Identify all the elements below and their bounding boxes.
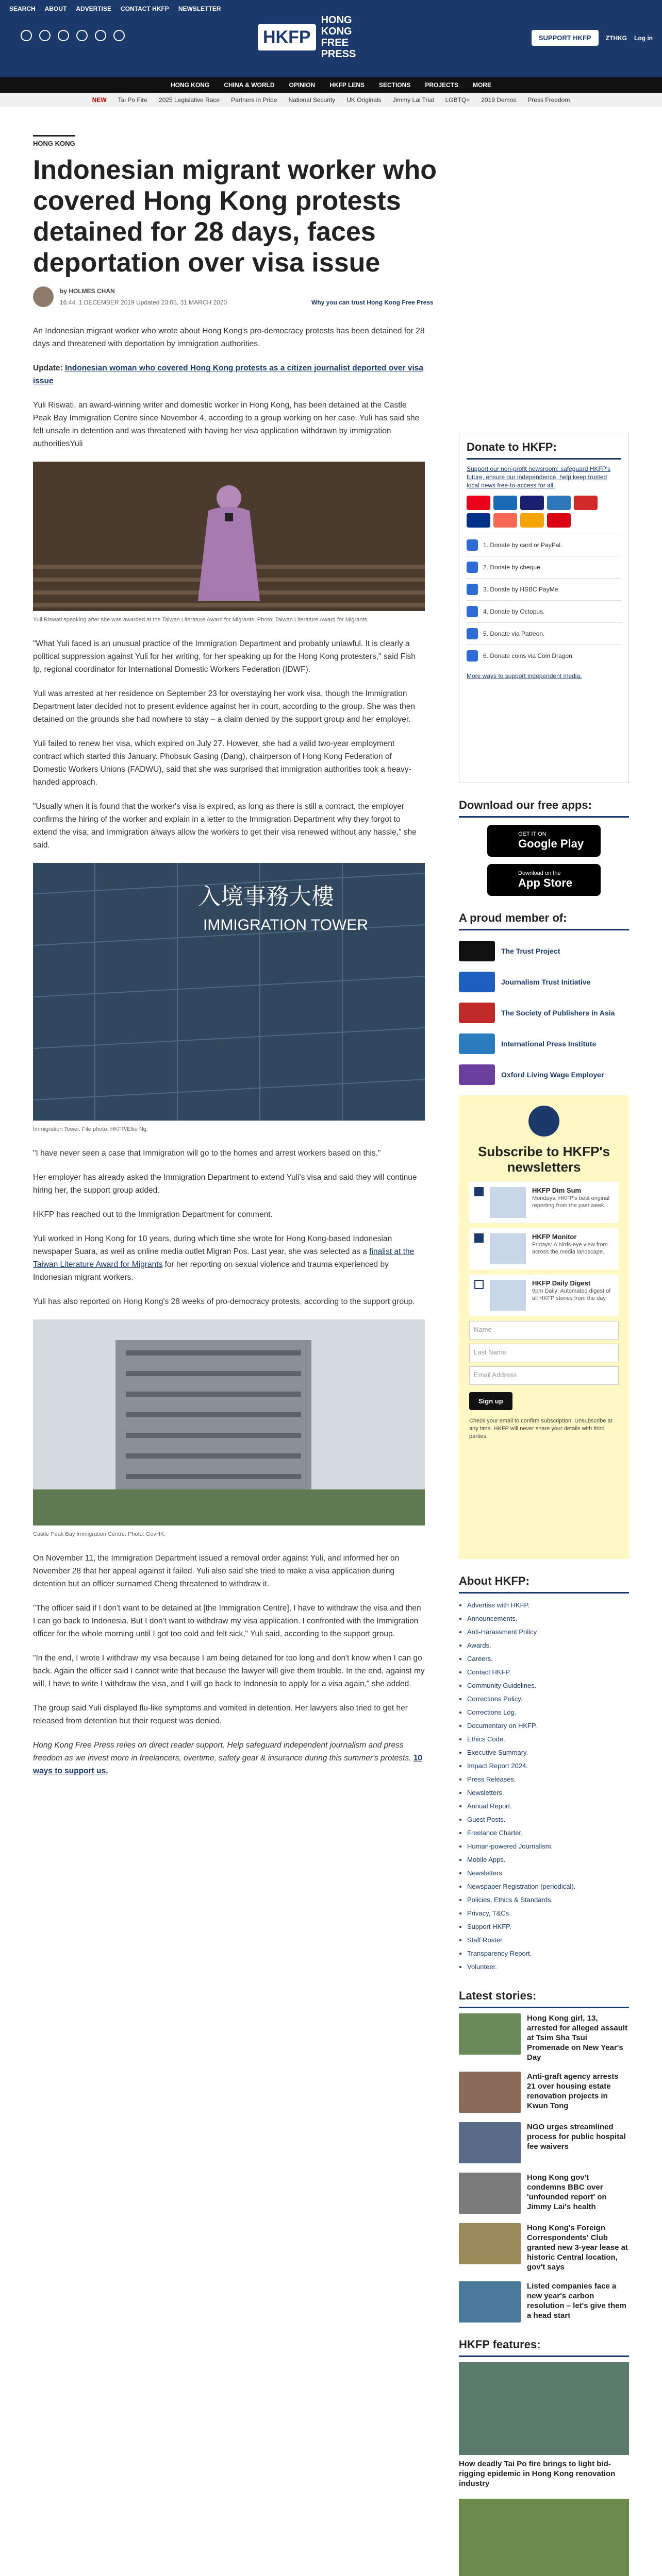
story-headline: Anti-graft agency arrests 21 over housing estate renovation projects in Kwun Tong xyxy=(527,2072,619,2110)
octopus-icon xyxy=(520,513,544,528)
nav-china-world[interactable]: CHINA & WORLD xyxy=(224,81,275,89)
partner-sopa[interactable] xyxy=(459,1003,629,1023)
newsletter-name: HKFP Daily Digest xyxy=(532,1279,591,1287)
trending-item[interactable]: 2025 Legislative Race xyxy=(159,96,220,104)
card-icon xyxy=(467,539,478,551)
payme-icon xyxy=(547,513,571,528)
trending-item[interactable]: 2019 Demos xyxy=(481,96,517,104)
trending-new-label: NEW xyxy=(92,96,107,104)
google-play-button[interactable] xyxy=(487,825,601,857)
about-item[interactable]: • Documentary on HKFP. xyxy=(467,1719,629,1733)
newsletter-option[interactable] xyxy=(469,1182,619,1223)
partner-label: The Society of Publishers in Asia xyxy=(501,1009,615,1017)
youtube-icon[interactable] xyxy=(76,30,88,41)
newsletter-option[interactable] xyxy=(469,1275,619,1316)
trending-item[interactable]: National Security xyxy=(288,96,336,104)
about-item[interactable]: • Privacy, T&Cs. xyxy=(467,1907,629,1920)
story-headline: Hong Kong girl, 13, arrested for alleged assault at Tsim Sha Tsui Promenade on New Year's Day xyxy=(527,2014,628,2062)
donate-title: Donate to HKFP: xyxy=(467,440,621,460)
about-item[interactable]: • Newspaper Registration (periodical). xyxy=(467,1880,629,1893)
update-prefix: Update: xyxy=(33,364,65,372)
paragraph: Yuli has also reported on Hong Kong's 28 weeks of pro-democracy protests, according to the support group. xyxy=(33,1297,415,1306)
paragraph: On November 11, the Immigration Department issued a removal order against Yuli, and informed her on November 28 that her appeal against it failed. Yuli also said she tried to make a visa application during detention but an officer surnamed Cheng threatened to withdraw it. xyxy=(33,1554,400,1588)
paragraph: Yuli Riswati, an award-winning writer and domestic worker in Hong Kong, has been detained at the Castle Peak Bay Immigration Centre since November 4, according to a group working on her case. Yuli has said she felt unsafe in detention and was threatened with having her visa application withdrawn by immigration authoritiesYuli xyxy=(33,401,420,448)
story-thumb xyxy=(459,2122,521,2163)
pay-option-label: 3. Donate by HSBC PayMe. xyxy=(483,586,560,593)
story-thumb xyxy=(459,2013,521,2055)
login-link[interactable]: Log in xyxy=(634,34,653,42)
nav-hkfp-lens[interactable]: HKFP LENS xyxy=(329,81,365,89)
more-ways xyxy=(467,672,621,680)
facebook-icon[interactable] xyxy=(21,30,32,41)
latest-story[interactable] xyxy=(459,2072,629,2113)
cheque-icon xyxy=(467,562,478,573)
trending-item[interactable]: Tai Po Fire xyxy=(118,96,148,104)
more-ways-link[interactable]: More ways to support independent media. xyxy=(467,672,582,680)
appstore-small: Download on the xyxy=(518,870,561,876)
about-item[interactable]: • Freelance Charter. xyxy=(467,1826,629,1840)
donate-link[interactable]: Support our non-profit newsroom: safeguard HKFP's future, ensure our independence, help keep trusted local news free-to-access for all. xyxy=(467,465,611,489)
app-store-button[interactable] xyxy=(487,864,601,896)
photo-caption: Castle Peak Bay Immigration Centre. Photo: GovHK. xyxy=(33,1531,166,1537)
newsletter-desc: Fridays: A birds-eye view from across the media landscape. xyxy=(532,1242,608,1255)
header-actions xyxy=(532,30,653,46)
nav-hong-kong[interactable]: HONG KONG xyxy=(170,81,210,89)
latest-story[interactable] xyxy=(459,2281,629,2323)
feature-thumb xyxy=(459,2499,629,2576)
about-item[interactable]: • Community Guidelines. xyxy=(467,1679,629,1692)
support-hkfp-button[interactable]: SUPPORT HKFP xyxy=(532,30,599,46)
main-nav xyxy=(0,77,662,93)
partner-label: The Trust Project xyxy=(501,947,560,955)
last-name-field[interactable]: Last Name xyxy=(469,1344,619,1362)
about-item[interactable]: • Announcements. xyxy=(467,1612,629,1625)
living-wage-logo xyxy=(459,1064,495,1085)
threads-icon[interactable] xyxy=(95,30,106,41)
about-item[interactable]: • Impact Report 2024. xyxy=(467,1759,629,1773)
newsletter-thumb xyxy=(490,1187,526,1218)
octopus-icon xyxy=(467,606,478,617)
byline xyxy=(33,283,487,319)
story-headline: Listed companies face a new year's carbon resolution – let's give them a head start xyxy=(527,2282,626,2320)
about-item[interactable]: • Corrections Log. xyxy=(467,1706,629,1719)
trending-item[interactable]: LGBTQ+ xyxy=(445,96,470,104)
linkedin-icon[interactable] xyxy=(113,30,125,41)
newsletter-text xyxy=(532,1233,614,1264)
pay-option[interactable] xyxy=(467,622,621,645)
author-name[interactable]: by HOLMES CHAN xyxy=(60,287,115,295)
checkbox-checked[interactable] xyxy=(474,1187,484,1196)
donate-box xyxy=(459,433,629,783)
paragraph: An Indonesian migrant worker who wrote about Hong Kong's pro-democracy protests has been detained for 28 days and threatened with deportation by immigration authorities. xyxy=(33,327,425,348)
mastercard-icon xyxy=(467,496,490,510)
payment-options xyxy=(467,534,621,667)
about-title: About HKFP: xyxy=(459,1574,629,1594)
newsletter-text xyxy=(532,1280,614,1311)
pay-option[interactable] xyxy=(467,600,621,622)
features-section xyxy=(459,2338,629,2576)
jti-logo xyxy=(459,972,495,992)
latest-story[interactable] xyxy=(459,2223,629,2272)
partner-label: Oxford Living Wage Employer xyxy=(501,1071,604,1079)
about-item[interactable]: • Anti-Harassment Policy. xyxy=(467,1625,629,1639)
paragraph: The group said Yuli displayed flu-like symptoms and vomited in detention. Her lawyers also tried to get her released from detention but their request was denied. xyxy=(33,1704,408,1725)
nav-sections[interactable]: SECTIONS xyxy=(379,81,411,89)
latest-title: Latest stories: xyxy=(459,1989,629,2008)
apps-title: Download our free apps: xyxy=(459,799,629,818)
about-item[interactable]: • Advertise with HKFP. xyxy=(467,1599,629,1612)
paragraph: "Usually when it is found that the worker's visa is expired, as long as there is still a contract, the employer confirms the hiring of the worker and explain in a letter to the Immigration Department why they forgot to extend the visa, and Immigration always allow the workers to get their visa renewed without any hassle," she said. xyxy=(33,802,417,850)
about-item[interactable]: • Guest Posts. xyxy=(467,1813,629,1826)
pay-option[interactable] xyxy=(467,578,621,600)
section-label[interactable]: HONG KONG xyxy=(33,135,75,147)
about-section xyxy=(459,1574,629,1974)
about-item[interactable]: • Staff Roster. xyxy=(467,1934,629,1947)
paragraph: Her employer has already asked the Immigration Department to extend Yuli's visa and said they will continue hiring her, the support group added. xyxy=(33,1173,417,1195)
text: Yuli worked in Hong Kong for 10 years, during which time she wrote for Hong Kong-based Indonesian newspaper Suara, as well as online media outlet Migran Pos. Last year, she was selected as a xyxy=(33,1234,392,1256)
newsletter-name: HKFP Monitor xyxy=(532,1233,577,1241)
story-thumb xyxy=(459,2072,521,2113)
pay-option-label: 2. Donate by cheque. xyxy=(483,564,542,571)
gplay-small: GET IT ON xyxy=(518,831,547,837)
story-headline: Hong Kong's Foreign Correspondents' Club granted new 3-year lease at historic Central location, gov't says xyxy=(527,2224,628,2272)
site-logo[interactable] xyxy=(258,14,378,60)
author-avatar xyxy=(33,286,54,307)
about-item[interactable]: • Awards. xyxy=(467,1639,629,1652)
header-link-newsletter[interactable]: NEWSLETTER xyxy=(178,5,221,12)
first-name-field[interactable]: Name xyxy=(469,1321,619,1340)
checkbox-unchecked[interactable] xyxy=(474,1280,484,1289)
paragraph: "The officer said if I don't want to be detained at [the Immigration Centre], I have to withdraw the visa and then I can go back to Indonesia. But I don't want to withdraw my visa application. I confronted with the Immigration officer for the whole morning until I got too cold and felt sick," Yuli said, according to the support group. xyxy=(33,1604,421,1638)
payme-icon xyxy=(467,584,478,595)
pay-option-label: 6. Donate coins via Coin Dragon. xyxy=(483,652,574,659)
closing-text: Hong Kong Free Press relies on direct reader support. Help safeguard independent journalism and press freedom as we invest more in freelancers, overtime, safety gear & insurance during this summer's protests. xyxy=(33,1741,411,1762)
newsletter-title: Subscribe to HKFP's newsletters xyxy=(477,1144,610,1175)
story-thumb xyxy=(459,2173,521,2214)
update-note xyxy=(33,362,425,387)
story-thumb xyxy=(459,2223,521,2264)
pay-option-label: 1. Donate by card or PayPal. xyxy=(483,541,562,549)
paragraph: Yuli failed to renew her visa, which expired on July 27. However, she had a valid two-year employment contract which started this January. Phobsuk Gasing (Dang), chairperson of Hong Kong Federation of Domestic Workers Unions (FADWU), said that she was surprised that immigration authorities took a heavy-handed approach. xyxy=(33,739,411,787)
pay-option-label: 5. Donate via Patreon. xyxy=(483,630,545,637)
about-item[interactable]: • Careers. xyxy=(467,1652,629,1666)
pay-option-label: 4. Donate by Octopus. xyxy=(483,608,545,615)
instagram-icon[interactable] xyxy=(58,30,69,41)
about-item[interactable]: • Annual Report. xyxy=(467,1800,629,1813)
photo-caption: Yuli Riswati speaking after she was awarded at the Taiwan Literature Award for Migrants. Photo: Taiwan Literature Award for Migrants. xyxy=(33,617,369,623)
header-link-contact[interactable]: CONTACT HKFP xyxy=(121,5,169,12)
nav-projects[interactable]: PROJECTS xyxy=(425,81,459,89)
subscribe-note: Check your email to confirm subscription. Unsubscribe at any time. HKFP will never share your details with third parties. xyxy=(469,1418,613,1439)
paragraph: "I have never seen a case that Immigration will go to the homes and arrest workers based on this." xyxy=(33,1149,381,1158)
header-link-advertise[interactable]: ADVERTISE xyxy=(76,5,112,12)
tower-illustration xyxy=(33,863,425,1121)
trust-link[interactable]: Why you can trust Hong Kong Free Press xyxy=(311,299,434,306)
nav-opinion[interactable]: OPINION xyxy=(289,81,316,89)
trending-bar xyxy=(0,93,662,107)
partner-jti[interactable] xyxy=(459,972,629,992)
tower-sign-english: IMMIGRATION TOWER xyxy=(203,917,368,934)
features-title: HKFP features: xyxy=(459,2338,629,2357)
latest-story[interactable] xyxy=(459,2122,629,2163)
latest-story[interactable] xyxy=(459,2173,629,2214)
header-links xyxy=(9,5,221,12)
members-title: A proud member of: xyxy=(459,911,629,930)
logo-abbr: HKFP xyxy=(258,24,316,50)
pay-option[interactable] xyxy=(467,556,621,578)
feature-thumb xyxy=(459,2362,629,2455)
apps-section xyxy=(459,799,629,896)
trending-item[interactable]: Jimmy Lai Trial xyxy=(392,96,434,104)
article-title: Indonesian migrant worker who covered Hong Kong protests detained for 28 days, faces deportation over visa issue xyxy=(33,155,437,278)
newsletter-text xyxy=(532,1187,614,1218)
logo-text: HONG KONG FREE PRESS xyxy=(321,14,356,60)
about-item[interactable]: • Mobile Apps. xyxy=(467,1853,629,1867)
tower-sign-chinese: 入境事務大樓 xyxy=(198,884,334,910)
about-item[interactable]: • Human-powered Journalism. xyxy=(467,1840,629,1853)
patreon-icon xyxy=(467,628,478,639)
newsletter-desc: 9pm Daily: Automated digest of all HKFP stories from the day. xyxy=(532,1288,611,1301)
paragraph xyxy=(33,1232,425,1284)
stage-illustration xyxy=(33,462,425,611)
members-section xyxy=(459,911,629,1085)
coin-icon xyxy=(467,650,478,662)
newsletter-thumb xyxy=(490,1233,526,1264)
newsletter-name: HKFP Dim Sum xyxy=(532,1187,582,1194)
newsletter-desc: Mondays: HKFP's best original reporting from the past week. xyxy=(532,1195,610,1209)
header-link-search[interactable]: SEARCH xyxy=(9,5,36,12)
about-item[interactable]: • Newsletters. xyxy=(467,1786,629,1800)
support-link[interactable]: 10 ways to support us. xyxy=(33,1754,423,1775)
donate-text xyxy=(467,465,621,489)
about-item[interactable]: • Corrections Policy. xyxy=(467,1692,629,1706)
pay-option[interactable] xyxy=(467,534,621,556)
text: for her reporting on sexual violence and trauma experienced by Indonesian migrant workers. xyxy=(33,1260,389,1282)
patreon-icon xyxy=(493,513,517,528)
publish-dates: 16:44, 1 DECEMBER 2019 Updated 23:05, 31 MARCH 2020 xyxy=(60,299,227,306)
language-switch[interactable]: ZTHKG xyxy=(605,34,627,42)
checkbox-checked[interactable] xyxy=(474,1233,484,1243)
photo-caption: Immigration Tower. File photo: HKFP/Ellie Ng. xyxy=(33,1126,148,1132)
trending-item[interactable]: Press Freedom xyxy=(527,96,570,104)
paragraph: HKFP has reached out to the Immigration Department for comment. xyxy=(33,1210,273,1219)
site-header xyxy=(0,0,662,77)
about-item[interactable]: • Newsletters. xyxy=(467,1867,629,1880)
photo-castle-peak-bay xyxy=(33,1319,425,1526)
trending-item[interactable]: Partners in Pride xyxy=(231,96,277,104)
story-headline: NGO urges streamlined process for public hospital fee waivers xyxy=(527,2123,626,2151)
partner-living-wage[interactable] xyxy=(459,1064,629,1085)
visa-icon xyxy=(520,496,544,510)
partner-label: Journalism Trust Initiative xyxy=(501,978,591,986)
payment-icons xyxy=(467,496,621,528)
email-field[interactable]: Email Address xyxy=(469,1366,619,1385)
header-link-about[interactable]: ABOUT xyxy=(44,5,67,12)
latest-section xyxy=(459,1989,629,2323)
about-item[interactable]: • Volunteer. xyxy=(467,1960,629,1974)
jcb-icon xyxy=(493,496,517,510)
pay-option[interactable] xyxy=(467,645,621,667)
about-item[interactable]: • Transparency Report. xyxy=(467,1947,629,1960)
paragraph: "In the end, I wrote I withdraw my visa because I am being detained for too long and don't know when I can go back. Again the officer said I cannot write that because the lawyer will give them trouble. In the end, against my will, I have to write I withdraw the visa, and I will go back to Indonesia to apply for a visa again," she added. xyxy=(33,1654,425,1688)
paragraph: "What Yuli faced is an unusual practice of the Immigration Department and probably unlawful. It is clearly a political suppression against Yuli for her writing, for her speaking up for the Hong Kong protesters," said Fish Ip, regional coordinator for International Domestic Workers Federation (IDWF). xyxy=(33,639,416,674)
about-item[interactable]: • Press Releases. xyxy=(467,1773,629,1786)
paragraph: Yuli was arrested at her residence on September 23 for overstaying her work visa, though the Immigration Department later decided not to present evidence against her in court, according to the group. She was then detained on the grounds she had nowhere to stay – a claim denied by the support group and her employer. xyxy=(33,689,416,724)
newsletter-option[interactable] xyxy=(469,1228,619,1269)
about-list xyxy=(459,1599,629,1974)
about-item[interactable]: • Ethics Code. xyxy=(467,1733,629,1746)
trending-item[interactable]: UK Originals xyxy=(346,96,382,104)
newsletter-thumb xyxy=(490,1280,526,1311)
about-item[interactable]: • Policies, Ethics & Standards. xyxy=(467,1893,629,1907)
nav-more[interactable]: MORE xyxy=(473,81,492,89)
feature-story[interactable] xyxy=(459,2499,629,2576)
unionpay-icon xyxy=(574,496,598,510)
inline-link[interactable]: finalist at the Taiwan Literature Award for Migrants xyxy=(33,1247,415,1269)
newsletter-box xyxy=(459,1095,629,1559)
trust-project-logo xyxy=(459,941,495,961)
about-item[interactable]: • Contact HKFP. xyxy=(467,1666,629,1679)
feature-headline: How deadly Tai Po fire brings to light bid-rigging epidemic in Hong Kong renovation industry xyxy=(459,2460,616,2488)
photo-immigration-tower xyxy=(33,863,425,1121)
story-headline: Hong Kong gov't condemns BBC over 'unfounded report' on Jimmy Lai's health xyxy=(527,2173,607,2211)
partner-trust-project[interactable] xyxy=(459,941,629,961)
signup-button[interactable]: Sign up xyxy=(469,1392,512,1410)
ipi-logo xyxy=(459,1033,495,1054)
social-icons xyxy=(21,30,125,41)
sopa-logo xyxy=(459,1003,495,1023)
x-icon[interactable] xyxy=(39,30,51,41)
partner-ipi[interactable] xyxy=(459,1033,629,1054)
partner-label: International Press Institute xyxy=(501,1040,597,1048)
hkfp-badge xyxy=(528,1106,559,1137)
article-body xyxy=(33,325,425,1789)
about-item[interactable]: • Support HKFP. xyxy=(467,1920,629,1934)
closing-note xyxy=(33,1739,425,1777)
photo-yuli-riswati xyxy=(33,462,425,611)
latest-story[interactable] xyxy=(459,2013,629,2062)
paypal-icon xyxy=(467,513,490,528)
appstore-label: App Store xyxy=(518,876,573,889)
building-illustration xyxy=(33,1319,425,1526)
update-link[interactable]: Indonesian woman who covered Hong Kong protests as a citizen journalist deported over visa issue xyxy=(33,364,424,385)
about-item[interactable]: • Executive Summary. xyxy=(467,1746,629,1759)
feature-story[interactable] xyxy=(459,2362,629,2488)
story-thumb xyxy=(459,2281,521,2323)
sidebar xyxy=(459,433,629,2576)
amex-icon xyxy=(547,496,571,510)
gplay-label: Google Play xyxy=(518,837,584,850)
